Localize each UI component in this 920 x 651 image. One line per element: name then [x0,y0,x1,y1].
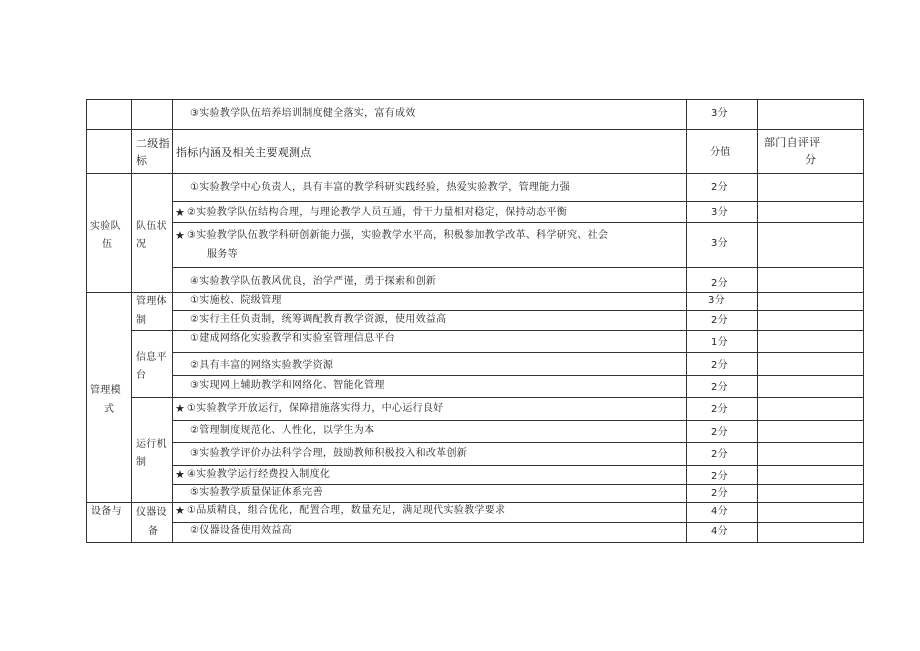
rule [86,129,864,130]
second-level-label: 况 [136,239,147,250]
second-level-label: 制 [136,457,147,468]
first-level-label: 设备与 [91,506,122,517]
rule [86,292,864,293]
rule [757,99,758,543]
key-indicator-star-icon: ★ [175,468,186,481]
score-value: 2分 [711,360,728,371]
score-value: 2分 [711,278,728,289]
second-level-label: 队伍状 [136,221,167,232]
second-level-label: 运行机 [136,439,167,450]
first-level-label: 式 [104,404,115,415]
observation-text: ③实现网上辅助教学和网络化、智能化管理 [190,380,385,391]
score-value: 4分 [711,526,728,537]
header-self-eval: 分 [805,153,817,166]
observation-text: ②管理制度规范化、人性化，以学生为本 [190,425,375,436]
observation-text: ⑤实验教学质量保证体系完善 [190,487,323,498]
score-value: 3分 [708,295,725,306]
rule [131,397,864,398]
header-content: 指标内涵及相关主要观测点 [176,146,312,159]
score-value: 2分 [711,182,728,193]
rule [172,99,173,543]
score-value: 4分 [711,506,728,517]
header-score: 分值 [710,147,731,158]
rule [172,222,864,223]
score-value: 2分 [711,449,728,460]
score-value: 2分 [711,471,728,482]
rule [172,465,864,466]
second-level-label: 制 [136,315,147,326]
rule [172,484,864,485]
observation-text: ③实验教学评价办法科学合理，鼓励教师积极投入和改革创新 [190,448,468,459]
observation-text: ②具有丰富的网络实验教学资源 [190,360,334,371]
score-value: 2分 [711,382,728,393]
header-second-level: 二级指 [136,137,170,150]
rule [172,201,864,202]
observation-text: ③实验教学队伍教学科研创新能力强，实验教学水平高，积极参加教学改革、科学研究、社会 [187,230,609,241]
observation-text: ①实施校、院级管理 [190,295,282,306]
rule [172,442,864,443]
score-value: 2分 [711,315,728,326]
header-self-eval: 部门自评评 [764,136,821,149]
rule [172,420,864,421]
second-level-label: 仪器设 [136,507,167,518]
rule [86,99,87,543]
score-value: 3分 [711,207,728,218]
rule [86,173,864,174]
rule [86,99,864,100]
rule [86,542,864,543]
rule [86,502,864,503]
first-level-label: 实验队 [90,221,121,232]
observation-text: ②仪器设备使用效益高 [190,525,292,536]
rule [172,522,864,523]
rule [686,99,687,543]
score-value: 1分 [711,337,728,348]
rule [863,99,864,543]
score-value: 2分 [711,488,728,499]
observation-text: ①实验教学开放运行，保障措施落实得力，中心运行良好 [187,403,444,414]
rule [172,310,864,311]
observation-text: ③实验教学队伍培养培训制度健全落实，富有成效 [190,108,416,119]
key-indicator-star-icon: ★ [175,504,186,517]
observation-text: ④实验教学队伍教风优良，治学严谨，勇于探索和创新 [190,276,437,287]
rule [172,375,864,376]
observation-text: 服务等 [207,249,238,260]
key-indicator-star-icon: ★ [175,402,186,415]
rule [131,99,132,543]
score-value: 3分 [711,108,728,119]
score-value: 3分 [711,238,728,249]
key-indicator-star-icon: ★ [175,206,186,219]
second-level-label: 信息平 [136,352,167,363]
first-level-label: 伍 [102,239,113,250]
score-value: 2分 [711,427,728,438]
observation-text: ①品质精良，组合优化，配置合理，数量充足，满足现代实验教学要求 [187,505,506,516]
observation-text: ①实验教学中心负责人，具有丰富的教学科研实践经验，热爱实验教学，管理能力强 [190,182,571,193]
header-second-level: 标 [136,154,148,167]
rule [172,352,864,353]
score-value: 2分 [711,404,728,415]
second-level-label: 台 [136,370,147,381]
first-level-label: 管理模 [90,385,121,396]
observation-text: ①建成网络化实验教学和实验室管理信息平台 [190,333,395,344]
second-level-label: 备 [148,526,159,537]
observation-text: ②实行主任负责制，统筹调配教育教学资源，使用效益高 [190,314,447,325]
rule [172,267,864,268]
observation-text: ④实验教学运行经费投入制度化 [187,469,331,480]
second-level-label: 管理体 [136,296,167,307]
rule [131,330,864,331]
observation-text: ②实验教学队伍结构合理，与理论教学人员互通，骨干力量相对稳定，保持动态平衡 [187,207,568,218]
key-indicator-star-icon: ★ [175,229,186,242]
